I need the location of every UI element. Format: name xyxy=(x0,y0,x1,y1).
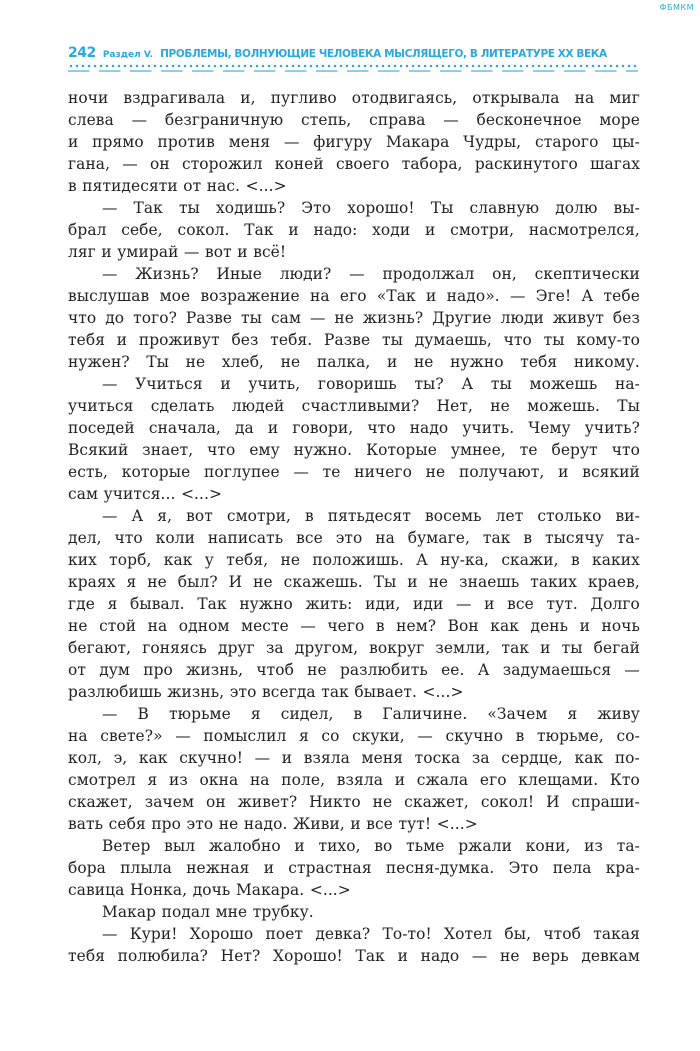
text-line: и прямо против меня — фигуру Макара Чудры, старого цы- xyxy=(68,133,640,151)
text-line: смотрел я из окна на поле, взяла и сжала его клещами. Кто xyxy=(68,771,640,789)
text-line: ляг и умирай — вот и всё! xyxy=(68,243,287,261)
text-line: тебя и проживут без тебя. Разве ты думаешь, что ты кому-то xyxy=(68,331,640,349)
text-line: вать себя про это не надо. Живи, и все тут! <...> xyxy=(68,815,478,833)
text-line: Ветер выл жалобно и тихо, во тьме ржали кони, из та- xyxy=(102,837,640,855)
text-line: бора плыла нежная и страстная песня-думка. Это пела кра- xyxy=(68,859,640,877)
text-line: савица Нонка, дочь Макара. <...> xyxy=(68,881,351,899)
section-title: ПРОБЛЕМЫ, ВОЛНУЮЩИЕ ЧЕЛОВЕКА МЫСЛЯЩЕГО, В ЛИТЕРАТУРЕ XX ВЕКА xyxy=(160,48,607,60)
text-line: — Учиться и учить, говоришь ты? А ты можешь на- xyxy=(102,375,640,393)
text-line: слева — безграничную степь, справа — бесконечное море xyxy=(68,111,640,129)
text-line: учиться сделать людей счастливыми? Нет, не можешь. Ты xyxy=(68,397,640,415)
header-ornament-underline xyxy=(68,69,638,73)
section-label: Раздел V. xyxy=(102,50,154,60)
text-line: гана, — он сторожил коней своего табора, раскинутого шагах xyxy=(68,155,640,173)
text-line: от дум про жизнь, чтоб не разлюбить ее. А задумаешься — xyxy=(68,661,640,679)
corner-mark: ФБМКМ xyxy=(659,3,694,12)
text-line: — Жизнь? Иные люди? — продолжал он, скептически xyxy=(102,265,640,283)
text-line: скажет, зачем он живет? Никто не скажет, сокол! И спраши- xyxy=(68,793,640,811)
page-number: 242 xyxy=(68,45,96,61)
text-line: есть, которые поглупее — те ничего не получают, и всякий xyxy=(68,463,640,481)
text-line: кол, э, как скучно! — и взяла меня тоска за сердце, как по- xyxy=(68,749,640,767)
text-line: — Кури! Хорошо поет девка? То-то! Хотел бы, чтоб такая xyxy=(102,925,640,943)
text-line: — В тюрьме я сидел, в Галичине. «Зачем я живу xyxy=(102,705,640,723)
text-line: тебя полюбила? Нет? Хорошо! Так и надо — не верь девкам xyxy=(68,947,640,965)
text-line: ночи вздрагивала и, пугливо отодвигаясь, открывала на миг xyxy=(68,89,640,107)
text-line: что до того? Разве ты сам — не жизнь? Другие люди живут без xyxy=(68,309,640,327)
body-text xyxy=(68,87,640,967)
text-line: где я бывал. Так нужно жить: иди, иди — и все тут. Долго xyxy=(68,595,640,613)
text-line: поседей сначала, да и говори, что надо учить. Чему учить? xyxy=(68,419,640,437)
text-line: бегают, гоняясь друг за другом, вокруг земли, так и ты бегай xyxy=(68,639,640,657)
text-line: Всякий знает, что ему нужно. Которые умнее, те берут что xyxy=(68,441,640,459)
text-line: Макар подал мне трубку. xyxy=(102,903,314,921)
text-line: — Так ты ходишь? Это хорошо! Ты славную долю вы- xyxy=(102,199,640,217)
text-line: краях я не был? И не скажешь. Ты и не знаешь таких краев, xyxy=(68,573,640,591)
text-line: дел, что коли написать все это на бумаге, так в тысячу та- xyxy=(68,529,640,547)
text-line: — А я, вот смотри, в пятьдесят восемь лет столько ви- xyxy=(102,507,640,525)
text-line: выслушав мое возражение на его «Так и надо». — Эге! А тебе xyxy=(68,287,640,305)
text-line: не стой на одном месте — чего в нем? Вон как день и ночь xyxy=(68,617,640,635)
running-header xyxy=(68,42,638,61)
text-line: брал себе, сокол. Так и надо: ходи и смотри, насмотрелся, xyxy=(68,221,640,239)
text-line: сам учится... <...> xyxy=(68,485,223,503)
text-line: на свете?» — помыслил я со скуки, — скучно в тюрьме, со- xyxy=(68,727,640,745)
text-line: ких торб, как у тебя, не положишь. А ну-ка, скажи, в каких xyxy=(68,551,640,569)
text-line: в пятидесяти от нас. <...> xyxy=(68,177,287,195)
text-line: разлюбишь жизнь, это всегда так бывает. <...> xyxy=(68,683,464,701)
text-line: нужен? Ты не хлеб, не палка, и не нужно тебя никому. xyxy=(68,353,640,371)
